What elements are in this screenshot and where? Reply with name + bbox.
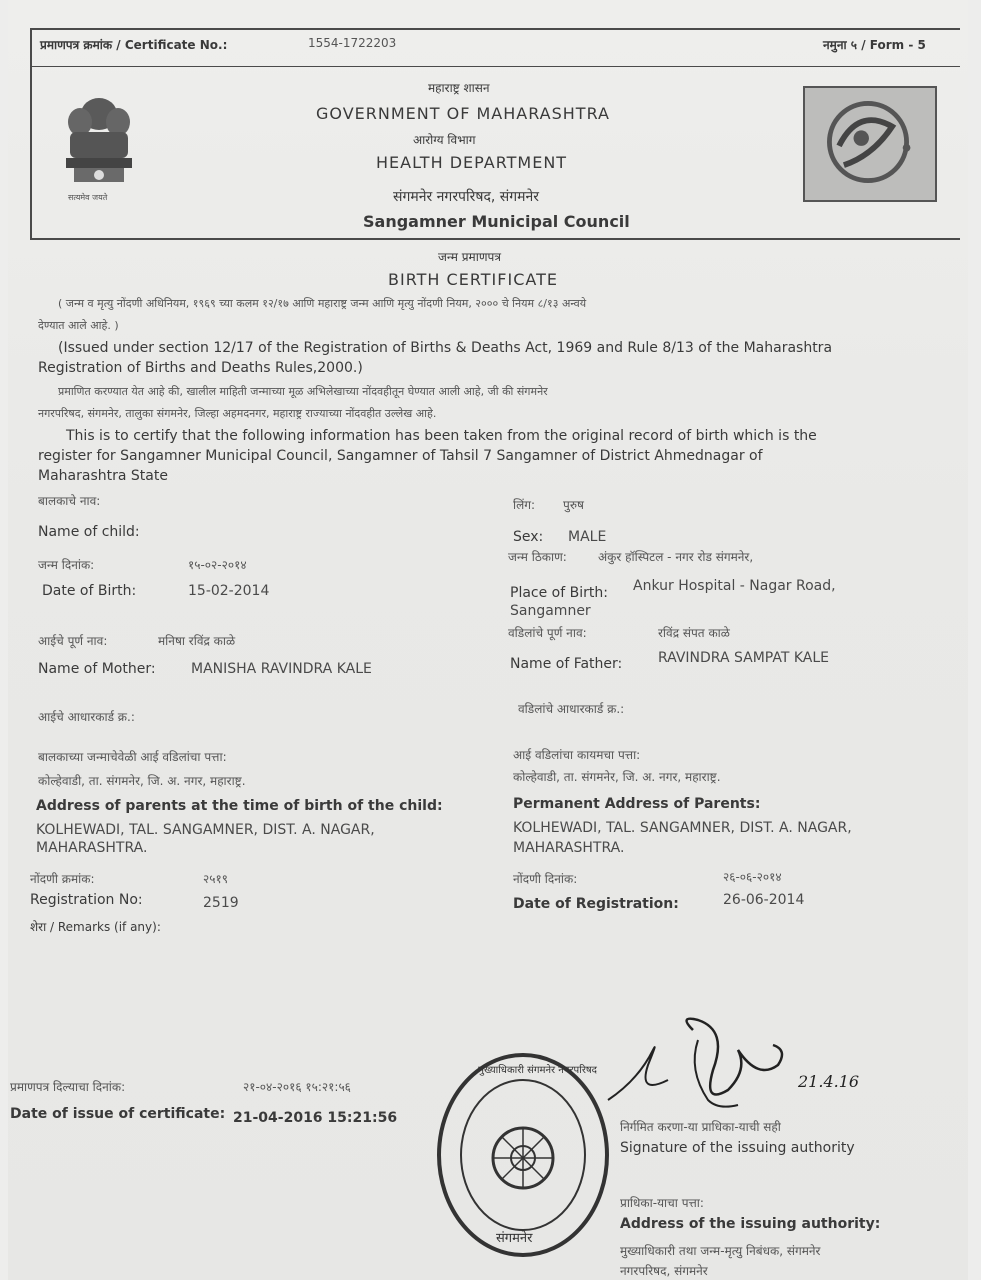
page-title: BIRTH CERTIFICATE: [388, 270, 558, 289]
sex-label-mr: लिंग:: [513, 498, 536, 512]
dob-label: Date of Birth:: [42, 583, 137, 599]
mother-aadhaar-label: आईचे आधारकार्ड क्र.:: [38, 710, 135, 724]
preamble-marathi-2: देण्यात आले आहे. ): [38, 319, 119, 332]
father-value-mr: रविंद्र संपत काळे: [658, 626, 730, 640]
father-value: RAVINDRA SAMPAT KALE: [658, 650, 829, 666]
addr-birth-value-line1: KOLHEWADI, TAL. SANGAMNER, DIST. A. NAGAR,: [36, 822, 375, 838]
reg-date-value: 26-06-2014: [723, 892, 805, 908]
addr-birth-value-mr: कोल्हेवाडी, ता. संगमनेर, जि. अ. नगर, महाराष्ट्र.: [38, 774, 246, 788]
council-marathi: संगमनेर नगरपरिषद, संगमनेर: [393, 189, 539, 205]
issue-date-value: 21-04-2016 15:21:56: [233, 1110, 398, 1126]
pob-value-mr: अंकुर हॉस्पिटल - नगर रोड संगमनेर,: [598, 550, 754, 564]
authority-address-value-1: मुख्याधिकारी तथा जन्म-मृत्यु निबंधक, संगमनेर: [620, 1244, 821, 1258]
certify-english-2: register for Sangamner Municipal Council, Sangamner of Tahsil 7 Sangamner of District Ahmednagar of: [38, 448, 763, 464]
signature-label-mr: निर्गमित करणा-या प्राधिका-याची सही: [620, 1120, 781, 1134]
reg-date-label: Date of Registration:: [513, 896, 679, 912]
sex-label: Sex:: [513, 529, 544, 545]
emblem-caption: सत्यमेव जयते: [68, 193, 108, 202]
dob-value: 15-02-2014: [188, 583, 270, 599]
national-emblem-icon: [58, 92, 140, 204]
seal-text-top: मुख्याधिकारी संगमनेर नगरपरिषद: [478, 1065, 597, 1076]
gov-marathi: महाराष्ट्र शासन: [428, 81, 490, 95]
left-border: [30, 28, 32, 238]
certificate-no-value: 1554-1722203: [308, 36, 397, 50]
reg-no-label-mr: नोंदणी क्रमांक:: [30, 872, 95, 886]
certify-marathi-2: नगरपरिषद, संगमनेर, तालुका संगमनेर, जिल्हा अहमदनगर, महाराष्ट्र राज्याच्या नोंदवहीत उल्लेख आहे.: [38, 407, 437, 420]
form-label: नमुना ५ / Form - 5: [823, 38, 926, 52]
reg-no-value-mr: २५१९: [203, 872, 228, 886]
authority-signature-icon: [598, 1010, 868, 1120]
issue-date-label-mr: प्रमाणपत्र दिल्याचा दिनांक:: [10, 1080, 126, 1094]
title-marathi: जन्म प्रमाणपत्र: [438, 250, 501, 264]
council-logo-icon: [805, 88, 931, 196]
reg-date-value-mr: २६-०६-२०१४: [723, 870, 782, 884]
certificate-sheet: [8, 0, 968, 1280]
mother-value-mr: मनिषा रविंद्र काळे: [158, 634, 236, 648]
preamble-marathi-1: ( जन्म व मृत्यु नोंदणी अधिनियम, १९६९ च्या कलम १२/१७ आणि महाराष्ट्र जन्म आणि मृत्यु नोंदणी नियम, २००० चे नियम ८/१३ अन्वये: [58, 297, 587, 310]
header-bottom-border: [30, 238, 960, 240]
seal-text-bottom: संगमनेर: [496, 1231, 533, 1246]
certify-english-3: Maharashtra State: [38, 468, 168, 484]
reg-no-value: 2519: [203, 895, 239, 911]
addr-perm-label: Permanent Address of Parents:: [513, 796, 761, 812]
gov-english: GOVERNMENT OF MAHARASHTRA: [316, 104, 610, 123]
father-aadhaar-label: वडिलांचे आधारकार्ड क्र.:: [518, 702, 625, 716]
child-name-label: Name of child:: [38, 524, 140, 540]
addr-birth-label-mr: बालकाच्या जन्माचेवेळी आई वडिलांचा पत्ता:: [38, 750, 227, 764]
preamble-english-1: (Issued under section 12/17 of the Registration of Births & Deaths Act, 1969 and Rule 8/13 of the Maharashtra: [58, 340, 833, 356]
addr-perm-value-line2: MAHARASHTRA.: [513, 840, 625, 856]
top-border: [30, 28, 960, 30]
pob-value-line1: Ankur Hospital - Nagar Road,: [633, 578, 836, 594]
addr-perm-value-mr: कोल्हेवाडी, ता. संगमनेर, जि. अ. नगर, महाराष्ट्र.: [513, 770, 721, 784]
sex-value: MALE: [568, 529, 607, 545]
municipal-council-logo: [803, 86, 937, 202]
addr-perm-label-mr: आई वडिलांचा कायमचा पत्ता:: [513, 748, 641, 762]
preamble-english-2: Registration of Births and Deaths Rules,2000.): [38, 360, 363, 376]
mother-label-mr: आईचे पूर्ण नाव:: [38, 634, 108, 648]
dept-marathi: आरोग्य विभाग: [413, 133, 476, 147]
council-english: Sangamner Municipal Council: [363, 212, 630, 231]
dob-label-mr: जन्म दिनांक:: [38, 558, 95, 572]
pob-label: Place of Birth:: [510, 585, 608, 601]
father-label: Name of Father:: [510, 656, 623, 672]
dept-english: HEALTH DEPARTMENT: [376, 153, 568, 172]
authority-address-label: Address of the issuing authority:: [620, 1216, 881, 1232]
issue-date-value-mr: २१-०४-२०१६ १५:२१:५६: [243, 1080, 351, 1094]
dob-value-mr: १५-०२-२०१४: [188, 558, 247, 572]
reg-date-label-mr: नोंदणी दिनांक:: [513, 872, 578, 886]
pob-value-line2: Sangamner: [510, 603, 591, 619]
reg-no-label: Registration No:: [30, 892, 143, 908]
sex-value-mr: पुरुष: [563, 498, 584, 512]
addr-perm-value-line1: KOLHEWADI, TAL. SANGAMNER, DIST. A. NAGAR,: [513, 820, 852, 836]
addr-birth-value-line2: MAHARASHTRA.: [36, 840, 148, 856]
certify-english-1: This is to certify that the following information has been taken from the original record of birth which is the: [66, 428, 817, 444]
father-label-mr: वडिलांचे पूर्ण नाव:: [508, 626, 587, 640]
signature-date: 21.4.16: [798, 1072, 860, 1091]
header-divider: [30, 66, 960, 67]
authority-address-value-2: नगरपरिषद, संगमनेर: [620, 1264, 708, 1278]
child-name-label-mr: बालकाचे नाव:: [38, 494, 101, 508]
mother-label: Name of Mother:: [38, 661, 156, 677]
issue-date-label: Date of issue of certificate:: [10, 1106, 226, 1122]
authority-address-label-mr: प्राधिका-याचा पत्ता:: [620, 1196, 704, 1210]
pob-label-mr: जन्म ठिकाण:: [508, 550, 567, 564]
signature-label: Signature of the issuing authority: [620, 1140, 855, 1156]
remarks-label: शेरा / Remarks (if any):: [30, 920, 161, 934]
addr-birth-label: Address of parents at the time of birth of the child:: [36, 798, 443, 814]
certify-marathi-1: प्रमाणित करण्यात येत आहे की, खालील माहिती जन्माच्या मूळ अभिलेखाच्या नोंदवहीतून घेण्यात आली आहे, जी की संगमनेर: [58, 385, 548, 398]
certificate-no-label: प्रमाणपत्र क्रमांक / Certificate No.:: [40, 38, 228, 52]
mother-value: MANISHA RAVINDRA KALE: [191, 661, 372, 677]
